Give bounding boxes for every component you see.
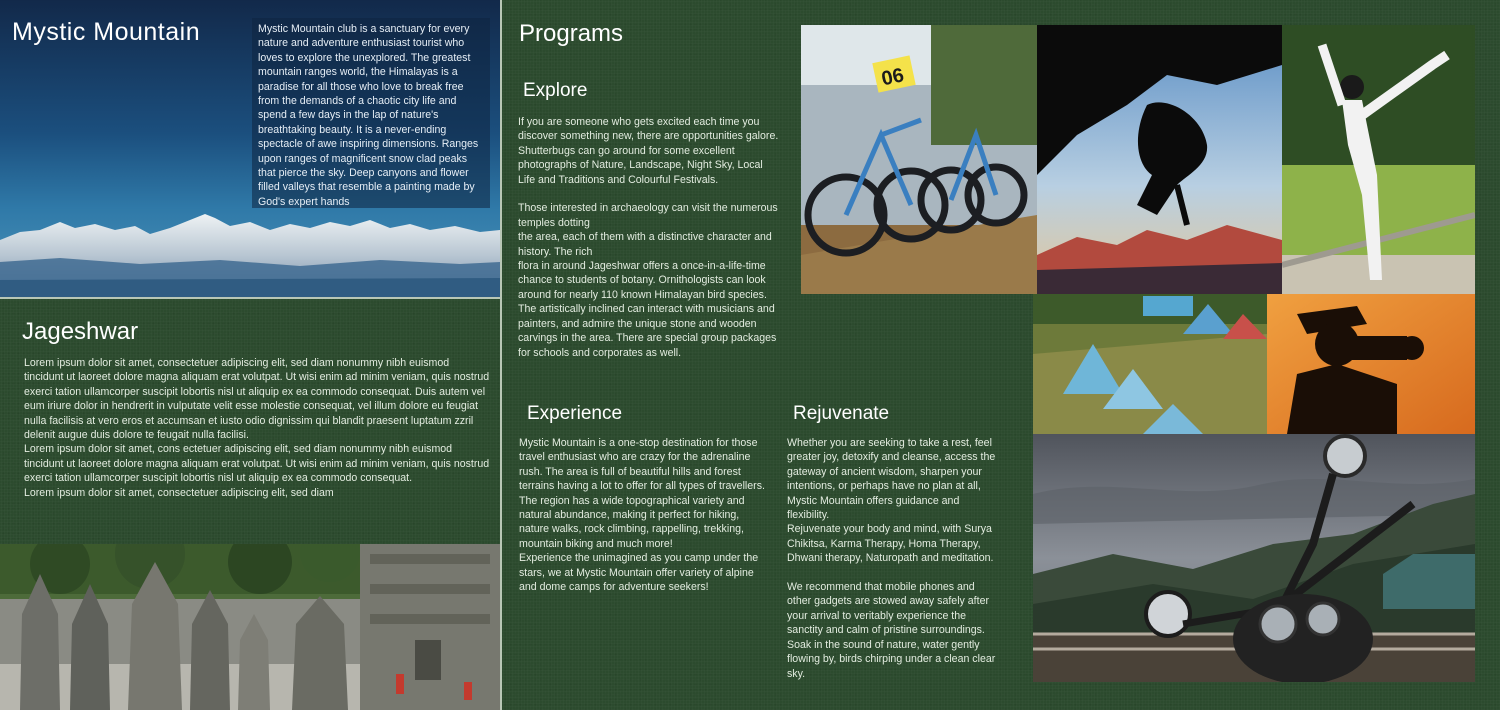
- intro-box: [252, 18, 490, 208]
- jageshwar-text: Lorem ipsum dolor sit amet, consectetuer adipiscing elit, sed diam nonummy nibh euismod tincidunt ut laoreet dolore magna aliquam erat volutpat. Ut wisi enim ad minim veniam, quis nostrud exerci tation ullamcorper suscipit lobortis nisl ut aliquip ex ea commodo consequat. Duis autem vel eum iriure dolor in hendrerit in vulputate velit esse molestie consequat, vel illum dolore eu feugiat nulla facilisis at vero eros et accumsan et iusto odio dignissim qui blandit praesent luptatum zzril delenit augue duis dolore te feugait nulla facilisi. Lorem ipsum dolor sit amet, cons ectetuer adipiscing elit, sed diam nonummy nibh euismod tincidunt ut laoreet dolore magna aliquam erat volutpat. Ut wisi enim ad minim veniam, quis nostrud exerci tation ullamcorper suscipit lobortis nisl ut aliquip ex ea commodo consequat. Lorem ipsum dolor sit amet, consectetuer adipiscing elit, sed diam: [24, 357, 490, 499]
- explore-title: Explore: [523, 80, 588, 101]
- programs-title: Programs: [519, 20, 624, 47]
- jageshwar-title: Jageshwar: [22, 318, 139, 345]
- rock-climber-photo: [1037, 25, 1282, 294]
- yoga-photo: [1282, 25, 1475, 294]
- rejuvenate-title: Rejuvenate: [793, 403, 890, 424]
- bicycles-photo: [801, 25, 1037, 294]
- bike-number-label: 06: [879, 64, 906, 91]
- camping-tents-photo: [1033, 294, 1267, 434]
- experience-text: Mystic Mountain is a one-stop destination for those travel enthusiast who are crazy for the adrenaline rush. The area is full of beautiful hills and forest terrains having a lot to offer for all types of travellers. The region has a wide topographical variety and natural abundance, making it perfect for hiking, nature walks, rock climbing, rappelling, trekking, mountain biking and much more! Experience the unimagined as you camp under the stars, we at Mystic Mountain offer variety of alpine and dome camps for adventure seekers!: [519, 437, 765, 594]
- experience-title: Experience: [527, 403, 623, 424]
- motorbike-valley-view-photo: [1033, 434, 1475, 682]
- temples-photo: [0, 544, 500, 710]
- explore-text: If you are someone who gets excited each time you discover something new, there are opportunities galore. Shutterbugs can go around for some excellent photographs of Nature, Landscape, Night Sky, Local Life and Traditions and Colourful Festivals. Those interested in archaeology can visit the numerous temples dotting the area, each of them with a distinctive character and history. The rich flora in around Jageshwar offers a once-in-a-life-time chance to students of botany. Ornithologists can look around for nearly 110 known Himalayan bird species. The artistically inclined can interact with musicians and painters, and admire the unique stone and wooden carvings in the area. There are special group packages for schools and corporates as well.: [518, 116, 779, 359]
- himalaya-range-image: [0, 200, 500, 297]
- intro-text: Mystic Mountain club is a sanctuary for every nature and adventure enthusiast tourist who loves to explore the unexplored. The greatest mountain ranges world, the Himalayas is a paradise for all those who love to break free from the demands of a chaotic city life and spend a few days in the lap of nature's breathtaking beauty. It is a never-ending spectacle of awe inspiring dimensions. Ranges upon ranges of magnificent snow clad peaks that pierce the sky. Deep canyons and flower filled valleys that resemble a painting made by God's expert hands: [258, 23, 479, 208]
- page-title: Mystic Mountain: [12, 18, 201, 46]
- rejuvenate-text: Whether you are seeking to take a rest, feel greater joy, detoxify and cleanse, access the gateway of ancient wisdom, sharpen your intentions, or perhaps have no plan at all, Mystic Mountain offers guidance and flexibility. Rejuvenate your body and mind, with Surya Chikitsa, Karma Therapy, Homa Therapy, Dhwani therapy, Naturopath and meditation. We recommend that mobile phones and other gadgets are stowed away safely after your arrival to veritably experience the sanctity and calm of pristine surroundings. Soak in the sound of nature, water gently flowing by, birds chirping under a clean clear sky.: [787, 437, 996, 680]
- photographer-silhouette-photo: [1267, 294, 1475, 434]
